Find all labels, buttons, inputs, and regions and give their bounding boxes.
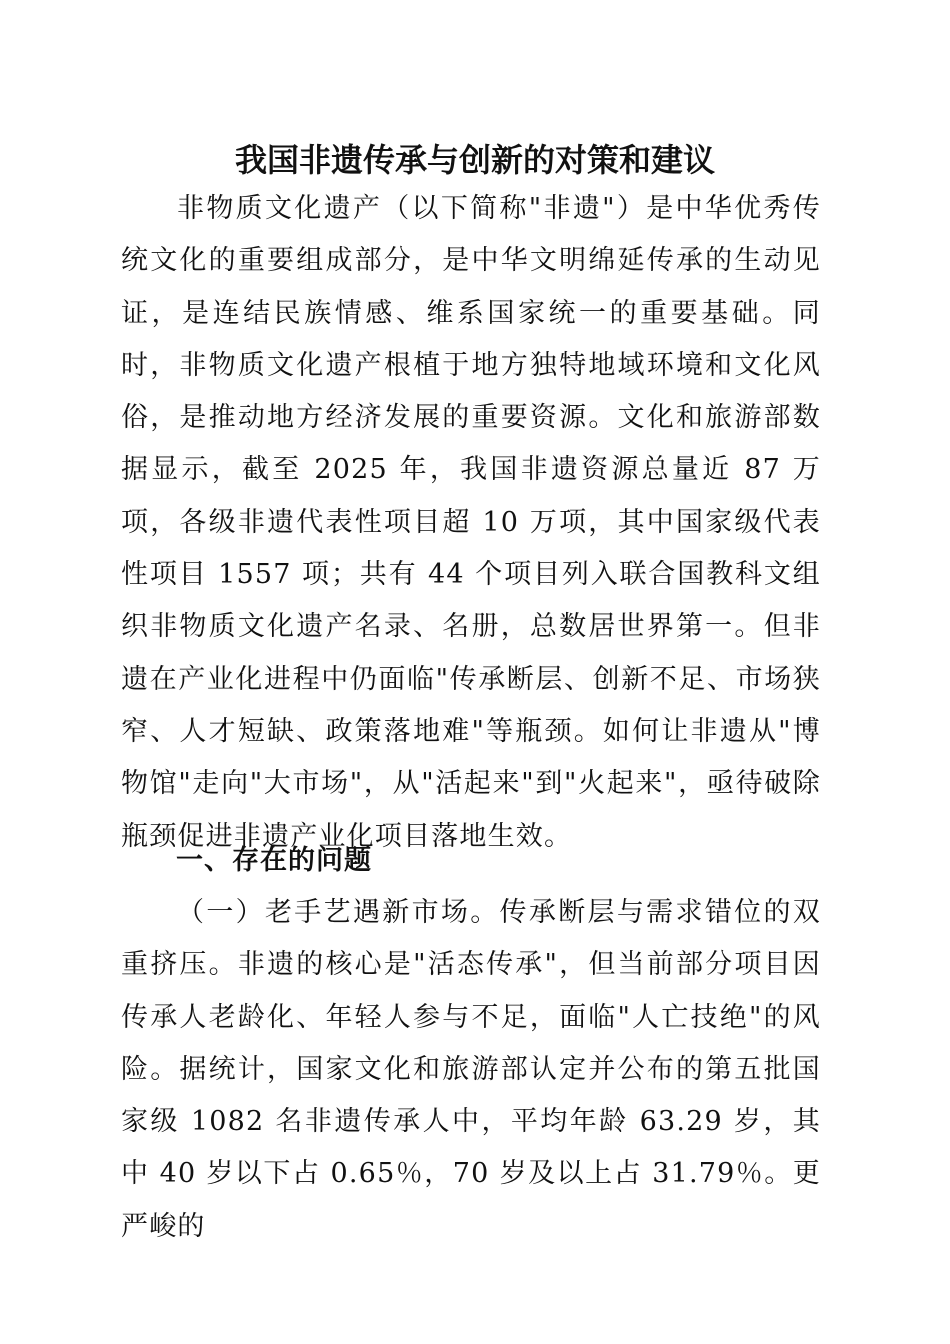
document-title: 我国非遗传承与创新的对策和建议 bbox=[234, 141, 715, 179]
issue-paragraph-1: （一）老手艺遇新市场。传承断层与需求错位的双重挤压。非遗的核心是"活态传承"，但当前部分项目因传承人老龄化、年轻人参与不足，面临"人亡技绝"的风险。据统计，国家文化和旅游部认定并公布的第五批国家级 1082 名非遗传承人中，平均年龄 63.29 岁，其中 40 岁以下占 0.65％，70 岁及以上占 31.79％。更严峻的 bbox=[121, 897, 821, 1242]
intro-paragraph: 非物质文化遗产（以下简称"非遗"）是中华优秀传统文化的重要组成部分，是中华文明绵延传承的生动见证，是连结民族情感、维系国家统一的重要基础。同时，非物质文化遗产根植于地方独特地域环境和文化风俗，是推动地方经济发展的重要资源。文化和旅游部数据显示，截至 2025 年，我国非遗资源总量近 87 万项，各级非遗代表性项目超 10 万项，其中国家级代表性项目 1557 项；共有 44 个项目列入联合国教科文组织非物质文化遗产名录、名册，总数居世界第一。但非遗在产业化进程中仍面临"传承断层、创新不足、市场狭窄、人才短缺、政策落地难"等瓶颈。如何让非遗从"博物馆"走向"大市场"，从"活起来"到"火起来"，亟待破除瓶颈促进非遗产业化项目落地生效。 bbox=[121, 193, 821, 852]
section-heading-problems: 一、存在的问题 bbox=[176, 845, 372, 876]
